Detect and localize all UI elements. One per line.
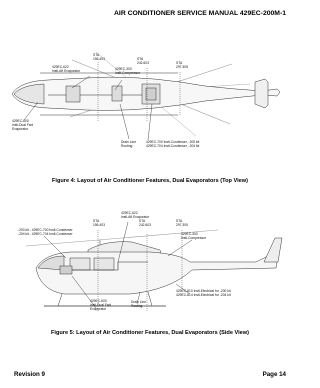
fig4-aft-evaporator-label: 429EC-622 Instl-Aft Evaporator bbox=[52, 65, 81, 73]
fig4-station-b-label: STA 242.603 bbox=[137, 57, 149, 65]
fig5-station-a-label: STA 156.403 bbox=[93, 219, 105, 227]
fig4-station-a-label: STA 156.403 bbox=[93, 53, 105, 61]
fig4-compressor-label: 429EC-300 Instl-Compressor bbox=[115, 67, 141, 75]
fig4-station-c-label: STA 297.305 bbox=[176, 61, 188, 69]
fig5-aft-evaporator-label: 429EC-622 Instl-Aft Evaporator bbox=[121, 211, 150, 219]
fig5-condenser-label: -200 kit - 429EC-700 Instl-Condenser -204 kit - 429EC-704 Instl-Condenser bbox=[18, 228, 73, 236]
footer-page-number: Page 14 bbox=[262, 371, 286, 378]
fig5-station-b-label: STA 242.603 bbox=[139, 219, 151, 227]
footer-revision: Revision 9 bbox=[14, 371, 45, 378]
fig5-dual-evaporator-label: 429EC-600 Instl-Dual Fwd Evaporator bbox=[90, 299, 112, 311]
figure-4-caption: Figure 4: Layout of Air Conditioner Features, Dual Evaporators (Top View) bbox=[51, 178, 248, 184]
figure-5-caption: Figure 5: Layout of Air Conditioner Features, Dual Evaporators (Side View) bbox=[51, 330, 249, 336]
page-header-title: AIR CONDITIONER SERVICE MANUAL 429EC-200M-1 bbox=[114, 10, 286, 17]
fig5-compressor-label: 429EC-300 Instl-Compressor bbox=[181, 232, 207, 240]
fig5-electrical-label: 429EC-810 Instl-Electrical for -200 kit 429EC-814 Instl-Electrical for -204 kit bbox=[176, 289, 231, 297]
fig4-condenser-label: 429EC-700 Instl-Condenser, -200 kit 429EC-704 Instl-Condenser, -204 kit bbox=[146, 140, 200, 148]
fig5-station-c-label: STA 297.305 bbox=[176, 219, 188, 227]
fig4-drain-line-label: Drain Line Routing bbox=[121, 140, 137, 148]
fig5-drain-line-label: Drain Line Routing bbox=[131, 300, 147, 308]
fig4-dual-evaporator-label: 429EC-600 Instl-Dual Fwd Evaporator bbox=[12, 119, 34, 131]
